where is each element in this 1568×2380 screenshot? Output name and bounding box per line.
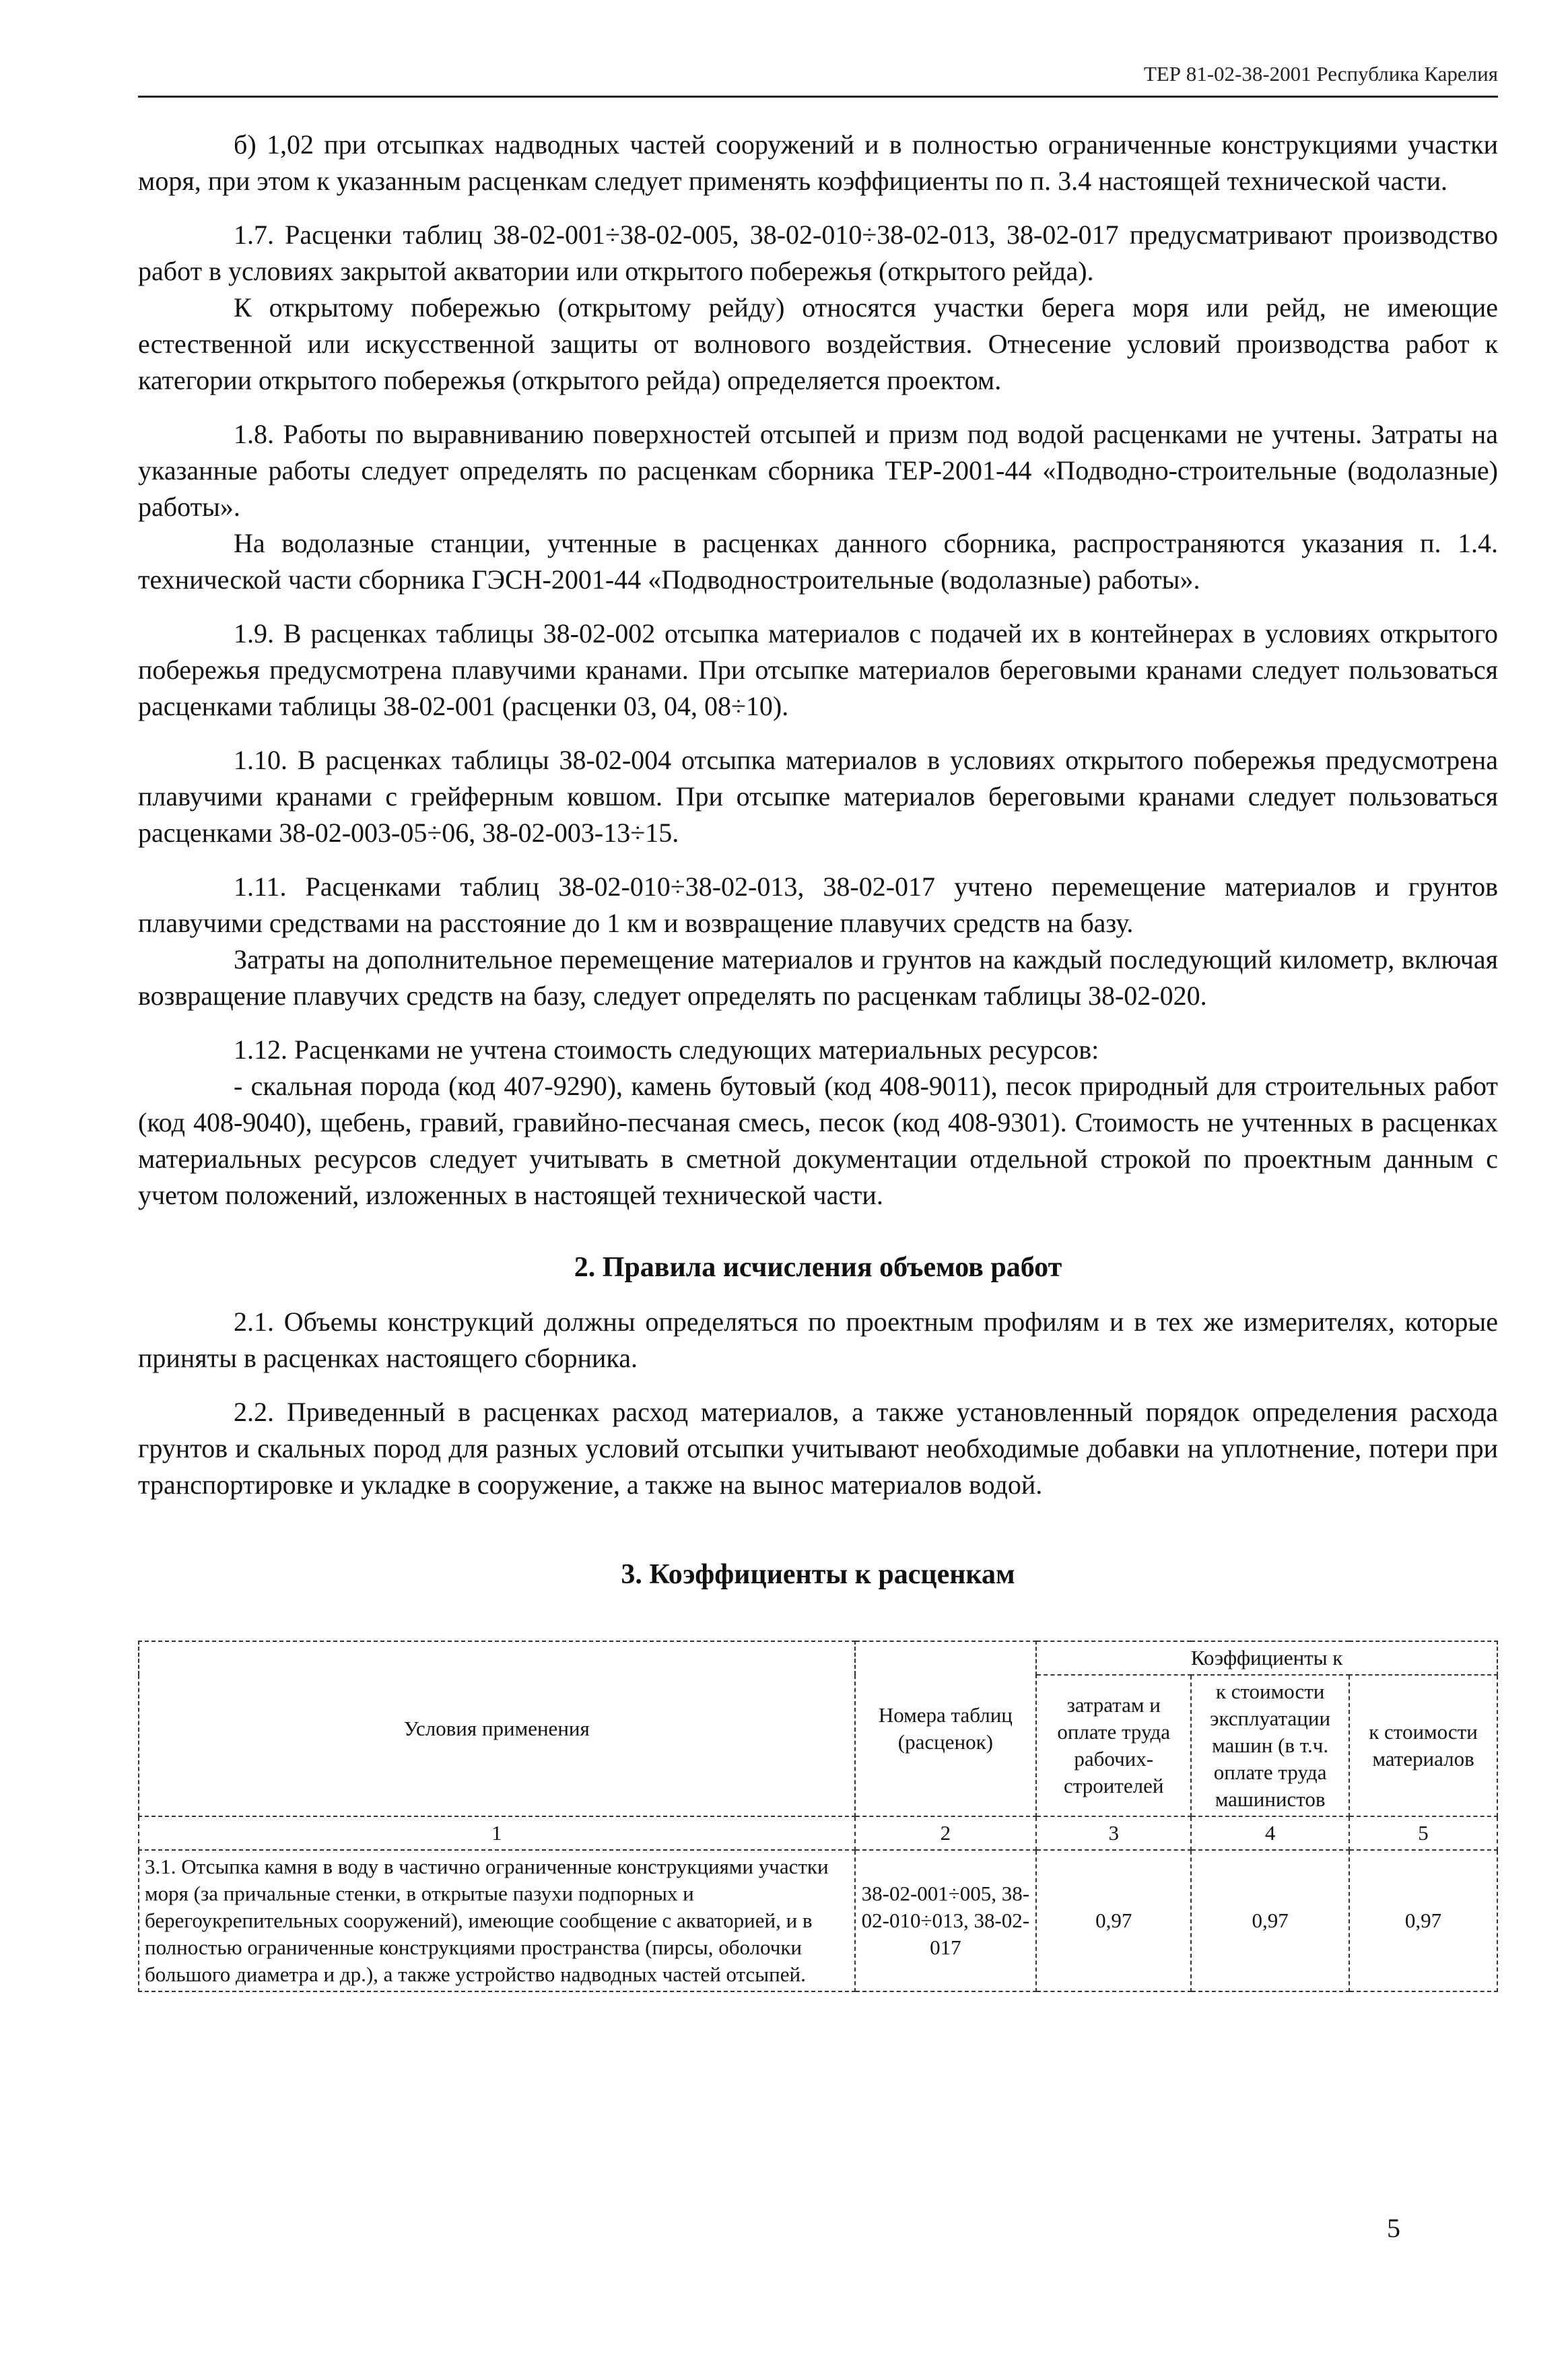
- section-3-title: 3. Коэффициенты к расценкам: [621, 1559, 1015, 1590]
- paragraph-1-12: 1.12. Расценками не учтена стоимость следующих материальных ресурсов:: [234, 1034, 1099, 1065]
- paragraph-b: б) 1,02 при отсыпках надводных частей сооружений и в полностью ограниченные конструкциями участки моря, при этом к указанным расценкам следует применять коэффициенты по п. 3.4 настоящей технической части.: [138, 129, 1498, 196]
- page-number: 5: [1387, 2213, 1400, 2243]
- paragraph-1-11: 1.11. Расценками таблиц 38-02-010÷38-02-013, 38-02-017 учтено перемещение материалов и грунтов плавучими средствами на расстояние до 1 км и возвращение плавучих средств на базу.: [138, 871, 1498, 938]
- paragraph-1-7: 1.7. Расценки таблиц 38-02-001÷38-02-005, 38-02-010÷38-02-013, 38-02-017 предусматривают производство работ в условиях закрытой акватории или открытого побережья (открытого рейда).: [138, 220, 1498, 286]
- paragraph-1-8: 1.8. Работы по выравниванию поверхностей отсыпей и призм под водой расценками не учтены. Затраты на указанные работы следует определять по расценкам сборника ТЕР-2001-44 «Подводно-строительные (водолазные) работы».: [138, 419, 1498, 522]
- page-content: [138, 127, 1498, 1992]
- colnum-3: 3: [1036, 1816, 1191, 1850]
- colnum-5: 5: [1349, 1816, 1497, 1850]
- row-machines: 0,97: [1191, 1850, 1349, 1991]
- paragraph-1-8-diving: На водолазные станции, учтенные в расценках данного сборника, распространяются указания п. 1.4. технической части сборника ГЭСН-2001-44 «Подводностроительные (водолазные) работы».: [138, 528, 1498, 595]
- section-2-title: 2. Правила исчисления объемов работ: [574, 1252, 1062, 1283]
- paragraph-1-12-materials: - скальная порода (код 407-9290), камень бутовый (код 408-9011), песок природный для строительных работ (код 408-9040), щебень, гравий, гравийно-песчаная смесь, песок (код 408-9301). Стоимость не учтенных в расценках материальных ресурсов следует учитывать в сметной документации отдельной строкой по проектным данным с учетом положений, изложенных в настоящей технической части.: [138, 1071, 1498, 1210]
- header-conditions: Условия применения: [139, 1641, 855, 1816]
- coefficients-table: [138, 1641, 1498, 1992]
- paragraph-1-9: 1.9. В расценках таблицы 38-02-002 отсыпка материалов с подачей их в контейнерах в условиях открытого побережья предусмотрена плавучими кранами. При отсыпке материалов береговыми кранами следует пользоваться расценками таблицы 38-02-001 (расценки 03, 04, 08÷10).: [138, 618, 1498, 721]
- row-condition: 3.1. Отсыпка камня в воду в частично ограниченные конструкциями участки моря (за причальные стенки, в открытые пазухи подпорных и берегоукрепительных сооружений), имеющие сообщение с акваторией, и в полностью ограниченные конструкциями пространства (пирсы, оболочки большого диаметра и др.), а также устройство надводных частей отсыпей.: [139, 1850, 855, 1991]
- paragraph-2-1: 2.1. Объемы конструкций должны определяться по проектным профилям и в тех же измерителях, которые приняты в расценках настоящего сборника.: [138, 1307, 1498, 1373]
- table-row: [139, 1850, 1497, 1991]
- paragraph-1-11-extra: Затраты на дополнительное перемещение материалов и грунтов на каждый последующий километр, включая возвращение плавучих средств на базу, следует определять по расценкам таблицы 38-02-020.: [138, 944, 1498, 1011]
- header-coef-group: Коэффициенты к: [1036, 1641, 1497, 1675]
- header-rule: [138, 96, 1498, 98]
- colnum-2: 2: [855, 1816, 1037, 1850]
- table-colnum-row: [139, 1816, 1497, 1850]
- header-machines: к стоимости эксплуатации машин (в т.ч. оплате труда машинистов: [1191, 1675, 1349, 1816]
- table-header-row: [139, 1641, 1497, 1675]
- row-materials: 0,97: [1349, 1850, 1497, 1991]
- header-tables: Номера таблиц (расценок): [855, 1641, 1037, 1816]
- row-tables: 38-02-001÷005, 38-02-010÷013, 38-02-017: [855, 1850, 1037, 1991]
- row-labor: 0,97: [1036, 1850, 1191, 1991]
- header-materials: к стоимости материалов: [1349, 1675, 1497, 1816]
- colnum-4: 4: [1191, 1816, 1349, 1850]
- header-labor: затратам и оплате труда рабочих-строителей: [1036, 1675, 1191, 1816]
- paragraph-1-10: 1.10. В расценках таблицы 38-02-004 отсыпка материалов в условиях открытого побережья предусмотрена плавучими кранами с грейферным ковшом. При отсыпке материалов береговыми кранами следует пользоваться расценками 38-02-003-05÷06, 38-02-003-13÷15.: [138, 745, 1498, 848]
- page-header: ТЕР 81-02-38-2001 Республика Карелия: [1143, 62, 1498, 86]
- paragraph-1-7-open-coast: К открытому побережью (открытому рейду) относятся участки берега моря или рейд, не имеющие естественной или искусственной защиты от волнового воздействия. Отнесение условий производства работ к категории открытого побережья (открытого рейда) определяется проектом.: [138, 292, 1498, 395]
- colnum-1: 1: [139, 1816, 855, 1850]
- paragraph-2-2: 2.2. Приведенный в расценках расход материалов, а также установленный порядок определения расхода грунтов и скальных пород для разных условий отсыпки учитывают необходимые добавки на уплотнение, потери при транспортировке и укладке в сооружение, а также на вынос материалов водой.: [138, 1397, 1498, 1500]
